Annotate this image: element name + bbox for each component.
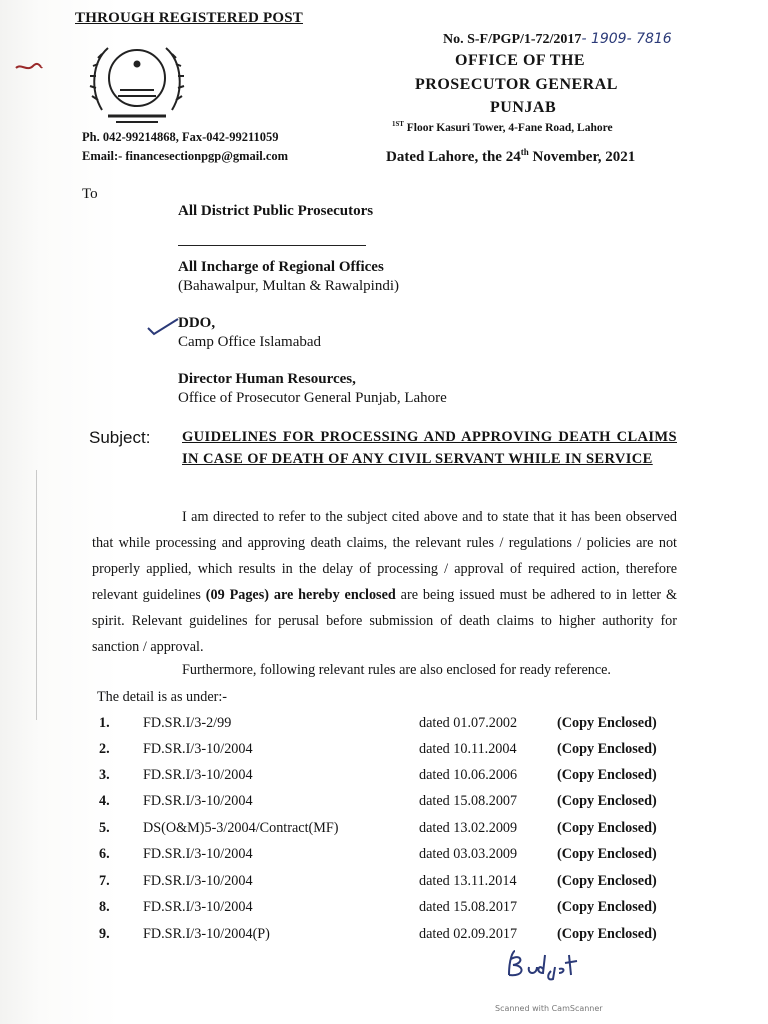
body-paragraph-2: Furthermore, following relevant rules are also enclosed for ready reference. — [182, 662, 611, 678]
address-floor: 1ST — [392, 121, 404, 128]
rule-date: dated 15.08.2007 — [419, 793, 518, 809]
paragraph-1-text — [92, 504, 677, 660]
rule-code: FD.SR.I/3-2/99 — [143, 715, 232, 731]
handwritten-budget-note — [503, 945, 583, 985]
rule-num: 3. — [99, 767, 110, 783]
rule-row — [0, 715, 768, 739]
rule-enc: (Copy Enclosed) — [557, 741, 657, 757]
rule-date: dated 03.03.2009 — [419, 846, 518, 862]
rule-code: FD.SR.I/3-10/2004 — [143, 899, 253, 915]
letter-date — [386, 147, 635, 166]
rule-row — [0, 846, 768, 870]
rule-code: FD.SR.I/3-10/2004 — [143, 767, 253, 783]
red-ink-mark — [15, 60, 43, 74]
margin-line — [36, 470, 37, 720]
office-title-line2: PROSECUTOR GENERAL — [415, 76, 618, 93]
rule-row — [0, 820, 768, 844]
rule-enc: (Copy Enclosed) — [557, 873, 657, 889]
phone-fax: Ph. 042-99214868, Fax-042-99211059 — [82, 130, 279, 144]
office-title-line3: PUNJAB — [490, 99, 557, 116]
separator-line — [178, 245, 366, 246]
recipient-director-hr-sub: Office of Prosecutor General Punjab, Lahore — [178, 390, 447, 406]
punjab-government-logo — [88, 40, 186, 130]
registered-post-heading: THROUGH REGISTERED POST — [75, 10, 303, 26]
office-address — [392, 121, 613, 134]
rule-date: dated 02.09.2017 — [419, 926, 518, 942]
date-suffix: November, 2021 — [528, 149, 636, 165]
rule-num: 9. — [99, 926, 110, 942]
rule-num: 5. — [99, 820, 110, 836]
office-title-line1: OFFICE OF THE — [455, 52, 586, 69]
recipient-ddo: DDO, — [178, 315, 216, 331]
rule-enc: (Copy Enclosed) — [557, 926, 657, 942]
rule-num: 8. — [99, 899, 110, 915]
subject-label: Subject: — [89, 428, 151, 447]
to-label: To — [82, 186, 98, 202]
reference-handwritten: - 1909- 7816 — [581, 31, 672, 47]
rule-enc: (Copy Enclosed) — [557, 846, 657, 862]
paragraph-1-rest: are being issued must be adhered to in letter & spirit. Relevant guidelines for perusal before submission of death claims to higher authority for sanction / approval. — [92, 587, 678, 655]
rule-num: 4. — [99, 793, 110, 809]
rule-num: 6. — [99, 846, 110, 862]
rule-enc: (Copy Enclosed) — [557, 820, 657, 836]
date-sup: th — [520, 147, 529, 157]
subject-text: GUIDELINES FOR PROCESSING AND APPROVING DEATH CLAIMS IN CASE OF DEATH OF ANY CIVIL SERVANT WHILE IN SERVICE — [182, 429, 677, 467]
date-prefix: Dated Lahore, the 24 — [386, 149, 521, 165]
reference-number-text: No. S-F/PGP/1-72/2017 — [443, 32, 582, 47]
body-paragraph-1 — [92, 504, 677, 660]
paragraph-1-main: I am directed to refer to the subject cited above and to state that it has been observed that while processing and approving death claims, the relevant rules / regulations / policies are not properly applied, which results in the delay of processing / approval of required action, therefore relevant guidelines — [92, 509, 677, 603]
rule-code: FD.SR.I/3-10/2004 — [143, 873, 253, 889]
scanner-watermark: Scanned with CamScanner — [495, 1004, 603, 1013]
rule-row — [0, 899, 768, 923]
rule-date: dated 10.11.2004 — [419, 741, 517, 757]
rule-row — [0, 793, 768, 817]
rule-date: dated 10.06.2006 — [419, 767, 518, 783]
rule-row — [0, 741, 768, 765]
recipient-district-prosecutors: All District Public Prosecutors — [178, 203, 374, 219]
email-address: Email:- financesectionpgp@gmail.com — [82, 149, 289, 163]
tick-mark — [145, 316, 181, 336]
recipient-ddo-sub: Camp Office Islamabad — [178, 334, 322, 350]
rule-code: FD.SR.I/3-10/2004 — [143, 793, 253, 809]
recipient-regional-offices-sub: (Bahawalpur, Multan & Rawalpindi) — [178, 278, 400, 294]
rule-enc: (Copy Enclosed) — [557, 715, 657, 731]
rule-code: DS(O&M)5-3/2004/Contract(MF) — [143, 820, 339, 836]
rule-date: dated 13.11.2014 — [419, 873, 517, 889]
rule-code: FD.SR.I/3-10/2004 — [143, 846, 253, 862]
rule-num: 2. — [99, 741, 110, 757]
rule-num: 7. — [99, 873, 110, 889]
rule-date: dated 01.07.2002 — [419, 715, 518, 731]
detail-heading: The detail is as under:- — [97, 689, 228, 705]
rule-row — [0, 926, 768, 950]
rule-enc: (Copy Enclosed) — [557, 767, 657, 783]
rule-code: FD.SR.I/3-10/2004 — [143, 741, 253, 757]
rule-row — [0, 767, 768, 791]
reference-number — [443, 31, 672, 48]
recipient-director-hr: Director Human Resources, — [178, 371, 356, 387]
paragraph-1-bold: (09 Pages) are hereby enclosed — [205, 587, 396, 603]
rule-num: 1. — [99, 715, 110, 731]
recipient-regional-offices: All Incharge of Regional Offices — [178, 259, 384, 275]
rule-row — [0, 873, 768, 897]
rule-enc: (Copy Enclosed) — [557, 793, 657, 809]
address-text: Floor Kasuri Tower, 4-Fane Road, Lahore — [403, 121, 613, 134]
rule-enc: (Copy Enclosed) — [557, 899, 657, 915]
rule-date: dated 15.08.2017 — [419, 899, 518, 915]
rule-date: dated 13.02.2009 — [419, 820, 518, 836]
rule-code: FD.SR.I/3-10/2004(P) — [143, 926, 270, 942]
